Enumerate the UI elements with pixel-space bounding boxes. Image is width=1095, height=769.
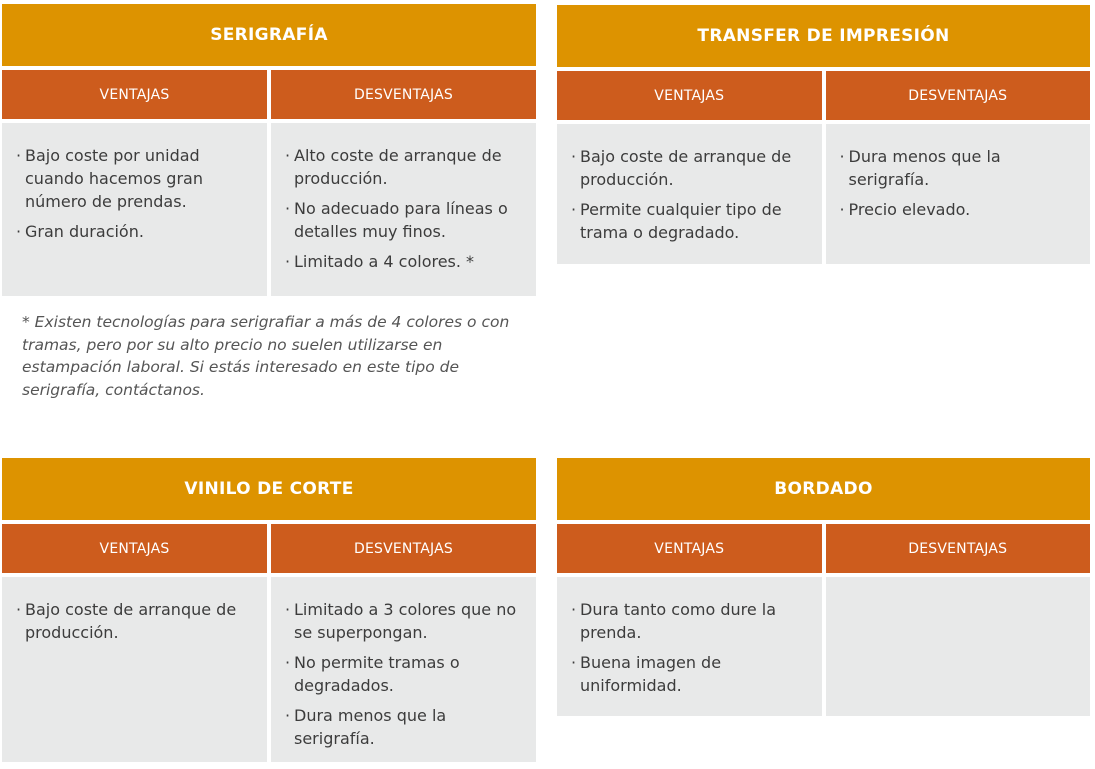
transfer-ventajas-list xyxy=(571,145,812,244)
list-item: · Dura menos que la serigrafía. xyxy=(840,145,1081,191)
list-item: · No adecuado para líneas o detalles muy finos. xyxy=(285,197,526,243)
bordado-ventajas-list xyxy=(571,598,812,697)
list-item: · Bajo coste de arranque de producción. xyxy=(571,145,812,191)
serigrafia-title: SERIGRAFÍA xyxy=(2,4,536,66)
list-item: · Bajo coste por unidad cuando hacemos gran número de prendas. xyxy=(16,144,257,213)
serigrafia-desventajas-list xyxy=(285,144,526,273)
list-item: · Permite cualquier tipo de trama o degradado. xyxy=(571,198,812,244)
transfer-desventajas-list xyxy=(840,145,1081,221)
list-item: · Dura tanto como dure la prenda. xyxy=(571,598,812,644)
serigrafia-ventajas-column xyxy=(2,70,267,296)
vinilo-title: VINILO DE CORTE xyxy=(2,458,536,520)
vinilo-block xyxy=(2,458,536,762)
transfer-block xyxy=(557,5,1090,264)
serigrafia-ventajas-list xyxy=(16,144,257,243)
transfer-desventajas-column xyxy=(826,71,1091,264)
list-item: · Dura menos que la serigrafía. xyxy=(285,704,526,750)
bordado-ventajas-column xyxy=(557,524,822,716)
list-item: · Buena imagen de uniformidad. xyxy=(571,651,812,697)
bordado-title: BORDADO xyxy=(557,458,1090,520)
list-item: · Bajo coste de arranque de producción. xyxy=(16,598,257,644)
serigrafia-block xyxy=(2,4,536,296)
list-item: · Precio elevado. xyxy=(840,198,1081,221)
transfer-desventajas-header: DESVENTAJAS xyxy=(826,71,1091,120)
bordado-desventajas-header: DESVENTAJAS xyxy=(826,524,1091,573)
transfer-ventajas-column xyxy=(557,71,822,264)
vinilo-desventajas-header: DESVENTAJAS xyxy=(271,524,536,573)
serigrafia-desventajas-header: DESVENTAJAS xyxy=(271,70,536,119)
vinilo-ventajas-header: VENTAJAS xyxy=(2,524,267,573)
bordado-ventajas-header: VENTAJAS xyxy=(557,524,822,573)
serigrafia-footnote: * Existen tecnologías para serigrafiar a más de 4 colores o con tramas, pero por su alto precio no suelen utilizarse en estampación laboral. Si estás interesado en este tipo de serigrafía, contáctanos. xyxy=(22,313,510,399)
vinilo-desventajas-column xyxy=(271,524,536,762)
vinilo-ventajas-list xyxy=(16,598,257,644)
transfer-ventajas-header: VENTAJAS xyxy=(557,71,822,120)
vinilo-desventajas-list xyxy=(285,598,526,750)
vinilo-ventajas-column xyxy=(2,524,267,762)
serigrafia-desventajas-column xyxy=(271,70,536,296)
list-item: · No permite tramas o degradados. xyxy=(285,651,526,697)
list-item: · Alto coste de arranque de producción. xyxy=(285,144,526,190)
list-item: · Gran duración. xyxy=(16,220,257,243)
serigrafia-ventajas-header: VENTAJAS xyxy=(2,70,267,119)
list-item: · Limitado a 4 colores. * xyxy=(285,250,526,273)
transfer-title: TRANSFER DE IMPRESIÓN xyxy=(557,5,1090,67)
bordado-block xyxy=(557,458,1090,716)
list-item: · Limitado a 3 colores que no se superpongan. xyxy=(285,598,526,644)
bordado-desventajas-column xyxy=(826,524,1091,716)
